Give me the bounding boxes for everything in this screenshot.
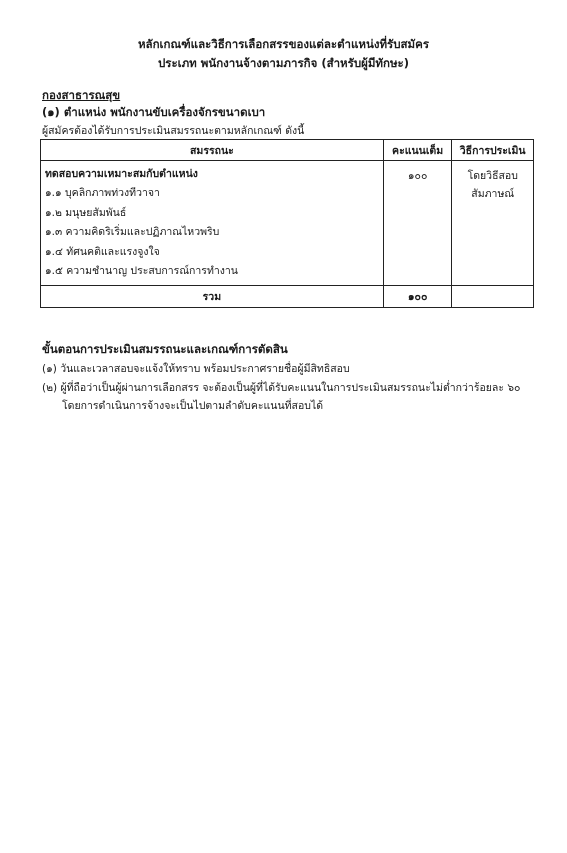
competency-item: ๑.๑ บุคลิกภาพท่วงทีวาจา bbox=[45, 187, 160, 200]
total-label: รวม bbox=[41, 286, 384, 308]
full-score-cell: ๑๐๐ bbox=[383, 161, 452, 286]
position-heading: (๑) ตำแหน่ง พนักงานขับเครื่องจักรขนาดเบา bbox=[42, 105, 266, 119]
table-header-row bbox=[41, 140, 534, 161]
intro-text: ผู้สมัครต้องได้รับการประเมินสมรรถนะตามหลักเกณฑ์ ดังนี้ bbox=[42, 125, 305, 137]
competency-list bbox=[41, 161, 384, 286]
table-body-row bbox=[41, 161, 534, 286]
competency-table bbox=[40, 139, 534, 308]
procedure-item-1: (๑) วันและเวลาสอบจะแจ้งให้ทราบ พร้อมประกาศรายชื่อผู้มีสิทธิสอบ bbox=[42, 363, 350, 375]
department-heading: กองสาธารณสุข bbox=[42, 88, 121, 102]
total-score: ๑๐๐ bbox=[383, 286, 452, 308]
competency-item: ๑.๒ มนุษยสัมพันธ์ bbox=[45, 206, 127, 219]
procedure-item-2: (๒) ผู้ที่ถือว่าเป็นผู้ผ่านการเลือกสรร จะต้องเป็นผู้ที่ได้รับคะแนนในการประเมินสมรรถนะไม่ต่ำกว่าร้อยละ ๖๐ bbox=[42, 382, 521, 394]
competency-item: ๑.๓ ความคิดริเริ่มและปฏิภาณไหวพริบ bbox=[45, 226, 220, 239]
header-full-score: คะแนนเต็ม bbox=[383, 140, 452, 161]
document-title-line1: หลักเกณฑ์และวิธีการเลือกสรรของแต่ละตำแหน่งที่รับสมัคร bbox=[137, 37, 430, 51]
procedure-item-2-continued: โดยการดำเนินการจ้างจะเป็นไปตามลำดับคะแนนที่สอบได้ bbox=[62, 400, 324, 412]
procedure-title: ขั้นตอนการประเมินสมรรถนะและเกณฑ์การตัดสิน bbox=[42, 342, 288, 356]
competency-section-title: ทดสอบความเหมาะสมกับตำแหน่ง bbox=[45, 168, 198, 180]
competency-item: ๑.๕ ความชำนาญ ประสบการณ์การทำงาน bbox=[45, 264, 238, 277]
header-method: วิธีการประเมิน bbox=[452, 140, 534, 161]
method-cell bbox=[452, 161, 534, 286]
document-title-line2: ประเภท พนักงานจ้างตามภารกิจ (สำหรับผู้มีทักษะ) bbox=[158, 56, 409, 70]
method-line2: สัมภาษณ์ bbox=[471, 188, 515, 200]
total-row bbox=[41, 286, 534, 308]
competency-item: ๑.๔ ทัศนคติและแรงจูงใจ bbox=[45, 245, 160, 258]
header-competency: สมรรถนะ bbox=[41, 140, 384, 161]
total-method-empty bbox=[452, 286, 534, 308]
method-line1: โดยวิธีสอบ bbox=[467, 170, 518, 182]
